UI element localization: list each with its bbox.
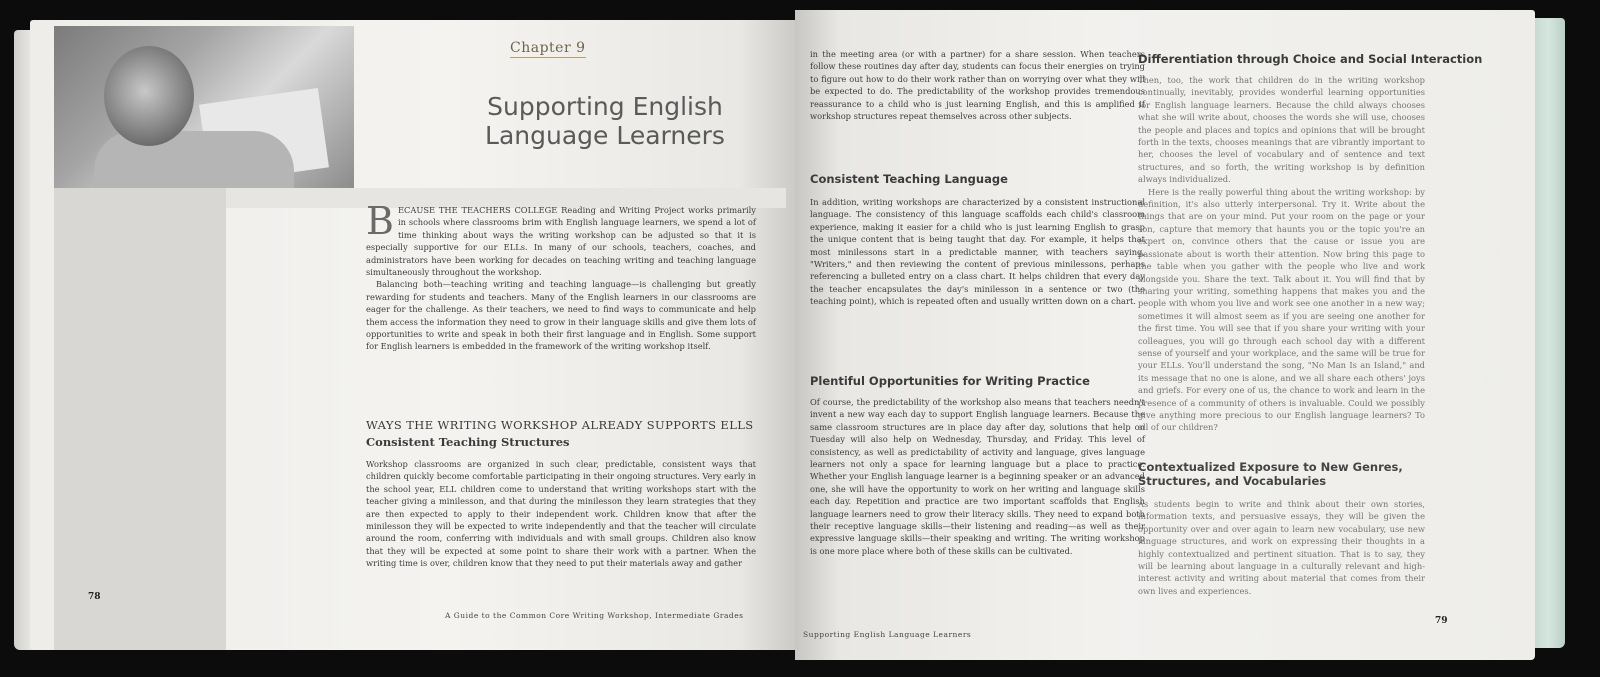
exposure-paragraph: As students begin to write and think about their own stories, information texts, and persuasive essays, they will be given the opportunity over and over again to learn new vocabulary, use new language structures, and work on expressing their thoughts in a highly contextualized and pertinent situation. That is to say, they will be learning about language in a culturally relevant and high-interest activity and writing about material that comes from their own lives and experiences. <box>1138 499 1425 596</box>
differentiation-text <box>1138 74 1425 434</box>
differentiation-paragraph-2: Here is the really powerful thing about the writing workshop: by definition, it's also utterly interpersonal. Try it. Write about the things that are on your mind. Put your room on the page or your son, capture that memory that haunts you or the topic you're an expert on, convince others that the cause or issue you are passionate about is worth their attention. Now bring this page to the table when you gather with the people who live and work alongside you. Share the text. Talk about it. You will find that by sharing your writing, something happens that makes you and the people with whom you live and work see one another in a new way; sometimes it will almost seem as if you are seeing one another for the first time. You will see that if you share your writing with your colleagues, you will go through each school day with a different sense of yourself and your workplace, and the same will be true for your ELLs. You'll understand the song, "No Man Is an Island," and its message that no one is alone, and we all share each others' joys and griefs. For every one of us, the chance to work and learn in the presence of a community of others is invaluable. Could we possibly give anything more precious to our English language learners? To all of our children? <box>1138 186 1425 433</box>
page-number-right: 79 <box>1435 616 1448 626</box>
drop-cap: B <box>366 199 394 243</box>
chapter-label: Chapter 9 <box>510 40 586 56</box>
intro-paragraph-1-text: ECAUSE THE TEACHERS COLLEGE Reading and Writing Project works primarily in schools where classrooms brim with English language learners, we spend a lot of time thinking about ways the writing workshop can be adjusted so that it is especially supportive for our ELLs. In many of our schools, teachers, coaches, and administrators have been working for decades on teaching writing and teaching language simultaneously throughout the workshop. <box>366 205 756 278</box>
right-column-1 <box>810 48 1145 122</box>
heading-differentiation: Differentiation through Choice and Social Interaction <box>1138 52 1483 66</box>
practice-text <box>810 396 1145 557</box>
footer-left: A Guide to the Common Core Writing Workshop, Intermediate Grades <box>445 611 744 620</box>
footer-right: Supporting English Language Learners <box>803 630 972 639</box>
intro-paragraph-2: Balancing both—teaching writing and teaching language—is challenging but greatly rewarding for students and teachers. Many of the English learners in our classrooms are eager for the challenge. As their teachers, we need to find ways to communicate and help them access the information they need to grow in their language skills and give them lots of opportunities to write and speak in both their first language and in English. Some support for English learners is embedded in the framework of the writing workshop itself. <box>366 279 756 352</box>
chapter-photo <box>54 26 354 188</box>
subheading-structures: Consistent Teaching Structures <box>366 435 570 449</box>
intro-text <box>366 199 756 353</box>
chapter-title-line1: Supporting English <box>487 92 723 121</box>
margin-band <box>54 188 226 650</box>
language-text <box>810 196 1145 308</box>
right-page <box>795 10 1535 660</box>
heading-consistent-language: Consistent Teaching Language <box>810 172 1008 186</box>
intro-paragraph-1 <box>366 199 756 278</box>
differentiation-paragraph-1: Then, too, the work that children do in the writing workshop continually, inevitably, provides wonderful learning opportunities for English language learners. Because the child always chooses what she will write about, chooses the words she will use, chooses the people and places and topics and opinions that will be brought forth in the texts, chooses meanings that are vibrantly important to her, chooses the level of vocabulary and of sentence and text structures, and so forth, the writing workshop is by definition always individualized. <box>1138 75 1425 185</box>
heading-writing-practice: Plentiful Opportunities for Writing Practice <box>810 374 1090 388</box>
heading-exposure-line2: Structures, and Vocabularies <box>1138 474 1327 488</box>
photo-child-head <box>104 46 194 146</box>
chapter-title-line2: Language Learners <box>485 121 725 150</box>
structures-text <box>366 458 756 570</box>
practice-paragraph: Of course, the predictability of the workshop also means that teachers needn't invent a new way each day to support English language learners. Because the same classroom structures are in place day after day, solutions that help on Tuesday will also help on Wednesday, Thursday, and Friday. This level of consistency, as well as predictability of activity and language, gives language learners not only a space for learning language but a place to practice. Whether your English language learner is a beginning speaker or an advanced one, she will have the opportunity to work on her writing and language skills each day. Repetition and practice are two important scaffolds that English language learners need to grow their literacy skills. They need to expand both their receptive language skills—their listening and reading—as well as their expressive language skills—their speaking and writing. The writing workshop is one more place where both of these skills can be cultivated. <box>810 397 1145 556</box>
structures-paragraph: Workshop classrooms are organized in such clear, predictable, consistent ways that children quickly become comfortable participating in their ongoing structures. Very early in the school year, ELL children come to understand that writing workshops start with the teacher giving a minilesson, and that during the minilesson they learn strategies that they are then expected to apply to their independent work. Children know that after the minilesson they will be expected to write independently and that the teacher will circulate around the room, conferring with individuals and with small groups. Children also know that they will be expected at some point to share their work with a partner. When the writing time is over, children know that they need to put their materials away and gather <box>366 459 756 569</box>
heading-exposure <box>1138 460 1403 488</box>
chapter-title <box>440 92 770 150</box>
opening-paragraph: in the meeting area (or with a partner) for a share session. When teachers follow these routines day after day, students can focus their energies on trying to figure out how to do their work rather than on worrying over what they will be expected to do. The predictability of the workshop provides tremendous reassurance to a child who is just learning English, and this is amplified if workshop structures repeat themselves across other subjects. <box>810 49 1145 122</box>
section-heading: WAYS THE WRITING WORKSHOP ALREADY SUPPORTS ELLS <box>366 418 754 432</box>
exposure-text <box>1138 498 1425 597</box>
heading-exposure-line1: Contextualized Exposure to New Genres, <box>1138 460 1403 474</box>
left-page <box>30 20 800 650</box>
page-number-left: 78 <box>88 592 101 602</box>
language-paragraph: In addition, writing workshops are characterized by a consistent instructional language. The consistency of this language scaffolds each child's classroom experience, making it easier for a child who is just learning English to grasp the unique content that is being taught that day. For example, it helps that most minilessons start in a predictable manner, with teachers saying, "Writers," and then reviewing the content of previous minilessons, perhaps referencing a bulleted entry on a class chart. It helps children that every day the teacher encapsulates the day's minilesson in a sentence or two (the teaching point), which is repeated often and usually written down on a chart. <box>810 197 1145 307</box>
